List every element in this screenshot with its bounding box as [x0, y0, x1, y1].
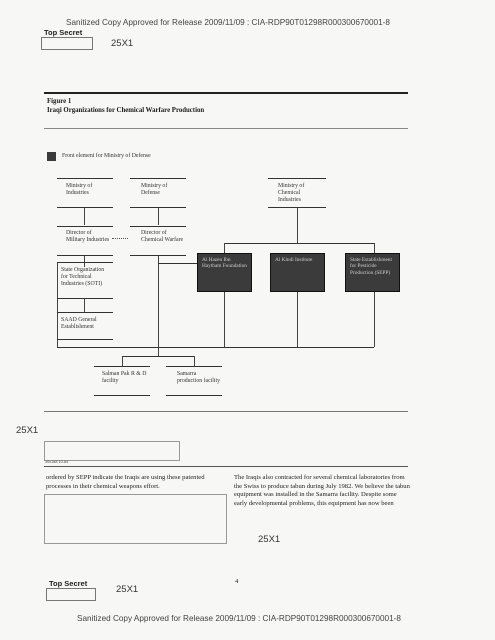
node-label: Ministry of Industries: [66, 183, 93, 196]
body-top-rule: [44, 466, 408, 467]
connector: [224, 292, 225, 347]
figure-code-caption: 30x188 10-84: [45, 460, 69, 464]
redaction-box-body: [44, 494, 227, 544]
node-label: Al Hazen Ibn Haytham Foundation: [202, 257, 247, 270]
node-label: Ministry of Chemical Industries: [278, 183, 305, 203]
node-label: Al Kindi Institute: [275, 257, 313, 263]
connector: [297, 207, 298, 243]
node-label: Salman Pak R & D facility: [102, 371, 147, 384]
connector: [122, 356, 194, 357]
connector: [158, 207, 159, 225]
connector: [374, 292, 375, 347]
figure-top-rule: [44, 92, 408, 94]
node-ministry-chemical: [268, 178, 326, 208]
connector: [297, 292, 298, 347]
node-label: State Organization for Technical Industries (SOTI): [61, 267, 105, 287]
figure-title: Iraqi Organizations for Chemical Warfare Production: [47, 107, 205, 114]
redaction-code-top: 25X1: [111, 38, 134, 49]
node-soti: [57, 262, 113, 299]
connector: [122, 356, 123, 366]
node-label: Samarra production facility: [177, 371, 220, 384]
connector: [158, 263, 198, 264]
front-element-sepp: [345, 253, 400, 292]
page-number: 4: [235, 578, 239, 585]
connector: [374, 243, 375, 253]
connector: [224, 243, 225, 253]
redaction-box-top: [41, 37, 93, 50]
redaction-box-bottom: [46, 588, 96, 601]
node-label: SAAD General Establishment: [61, 317, 97, 330]
release-banner-bottom: Sanitized Copy Approved for Release 2009/11/09 : CIA-RDP90T01298R000300670001-8: [77, 614, 401, 623]
figure-number: Figure 1: [47, 98, 72, 105]
node-label: Director of Chemical Warfare: [141, 230, 184, 243]
connector: [224, 243, 374, 244]
release-banner-top: Sanitized Copy Approved for Release 2009/11/09 : CIA-RDP90T01298R000300670001-8: [66, 18, 390, 27]
figure-bottom-rule: [44, 411, 408, 412]
legend-label: Front element for Ministry of Defense: [62, 153, 151, 159]
redaction-box-caption: [44, 441, 180, 461]
left-column-text: ordered by SEPP indicate the Iraqis are using these patented processes in their chemical weapons effort.: [46, 474, 205, 490]
node-ministry-defense: [130, 178, 186, 208]
node-ministry-industries: [57, 178, 113, 208]
front-element-al-kindi: [270, 253, 325, 292]
connector: [84, 207, 85, 225]
node-director-chemical: [130, 226, 186, 256]
margin-redaction-code: 25X1: [16, 425, 39, 436]
dotted-connector: [112, 238, 128, 240]
connector: [158, 347, 159, 356]
node-salman-pak: [94, 366, 150, 396]
classification-bottom: Top Secret: [49, 579, 88, 588]
connector: [84, 298, 85, 312]
node-saad: [57, 312, 113, 340]
right-column-text: The Iraqis also contracted for several chemical laboratories from the Swiss to produce tabun during July 1982. We believe the tabun equipment was installed in the Samarra facility. Despite some early developmental problems, this equipment has now been: [234, 474, 410, 507]
node-label: State Establishment for Pesticide Production (SEPP): [350, 257, 392, 276]
classification-top: Top Secret: [44, 28, 83, 37]
node-samarra: [166, 366, 222, 396]
figure-sub-rule: [44, 128, 408, 129]
connector: [194, 356, 195, 366]
redaction-code-bottom: 25X1: [116, 584, 139, 595]
body-redaction-code: 25X1: [258, 534, 281, 545]
front-element-al-hazen: [197, 253, 252, 292]
connector: [57, 347, 374, 348]
connector: [158, 255, 159, 356]
node-label: Ministry of Defense: [141, 183, 168, 196]
legend-swatch: [47, 152, 56, 161]
node-label: Director of Military Industries: [66, 230, 110, 243]
node-director-military: [57, 226, 113, 256]
